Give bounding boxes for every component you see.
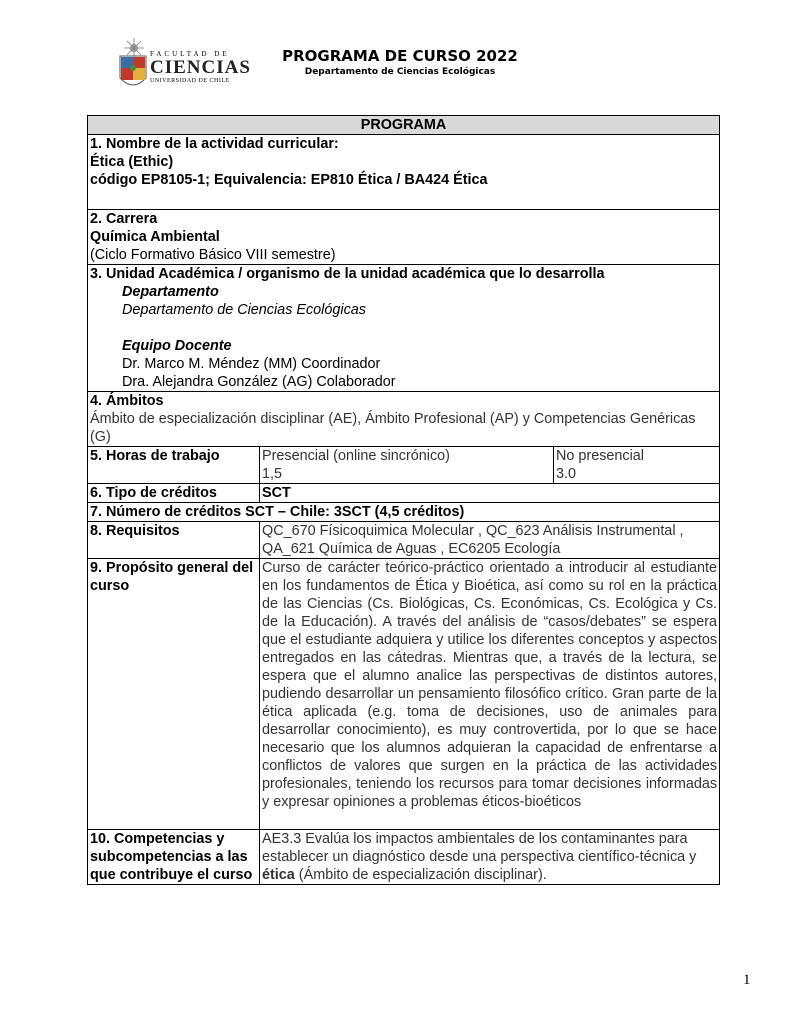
- presencial-label: Presencial (online sincrónico): [262, 448, 450, 464]
- logo-line-faculty: FACULTAD DE: [150, 50, 230, 58]
- competencies-text: [260, 830, 720, 885]
- section-10-row: [88, 830, 720, 885]
- section-1-row: [88, 135, 720, 210]
- section-2-label: 2. Carrera: [90, 211, 158, 227]
- section-4-row: [88, 392, 720, 447]
- section-6-label: 6. Tipo de créditos: [88, 484, 260, 503]
- table-heading-row: [88, 116, 720, 135]
- competencies-text-b: (Ámbito de especialización disciplinar).: [294, 867, 547, 883]
- table-heading: PROGRAMA: [88, 116, 720, 135]
- no-presencial-value: 3.0: [556, 466, 577, 482]
- logo-line-university: UNIVERSIDAD DE CHILE: [150, 78, 230, 84]
- course-name: Ética (Ethic): [90, 154, 174, 170]
- presencial-value: 1,5: [262, 466, 283, 482]
- section-10-label: 10. Competencias y subcompetencias a las que contribuye el curso: [88, 830, 260, 885]
- teaching-team-label: Equipo Docente: [122, 338, 232, 354]
- section-4-label: 4. Ámbitos: [90, 393, 164, 409]
- requirements-value: QC_670 Físicoquimica Molecular , QC_623 Análisis Instrumental , QA_621 Química de Aguas , EC6205 Ecología: [260, 522, 720, 559]
- section-1-label: 1. Nombre de la actividad curricular:: [90, 136, 339, 152]
- competencies-text-ethics: ética: [262, 867, 295, 883]
- scopes-text: Ámbito de especialización disciplinar (AE), Ámbito Profesional (AP) y Competencias Genéricas (G): [90, 411, 696, 445]
- page-number: 1: [743, 972, 751, 988]
- department-name: Departamento de Ciencias Ecológicas: [122, 302, 366, 318]
- sun-emblem-icon: [124, 38, 144, 58]
- logo-line-ciencias: CIENCIAS: [150, 57, 251, 78]
- course-code: código EP8105-1; Equivalencia: EP810 Ética / BA424 Ética: [90, 172, 488, 188]
- section-9-label: 9. Propósito general del curso: [88, 559, 260, 830]
- career-cycle: (Ciclo Formativo Básico VIII semestre): [90, 247, 336, 263]
- shield-icon: [120, 56, 146, 85]
- section-7-row: [88, 503, 720, 522]
- credit-type-value: SCT: [260, 484, 720, 503]
- course-purpose-text: Curso de carácter teórico-práctico orientado a introducir al estudiante en los fundamentos de Ética y Bioética, así como su rol en la práctica de las Ciencias (Cs. Biológicas, Cs. Económicas, Cs. Ecológica y Cs. de la Educación). A través del análisis de “casos/debates” se espera que el estudiante adquiera y utilice los diferentes conceptos y aspectos entregados en las cátedras. Mientras que, a través de la lectura, se espera que el alumno analice las perspectivas de distintos autores, pudiendo desarrollar un pensamiento filosófico crítico. Gran parte de la ética aplicada (e.g. toma de decisiones, uso de animales para desarrollar conocimiento), es muy controvertida, por lo que se hace necesario que los alumnos adquieran la capacidad de enfrentarse a conflictos de valores que surgen en la práctica de las actividades profesionales, teniendo los recursos para tomar decisiones informadas y expresar opiniones a problemas éticos-bioéticos: [260, 559, 720, 830]
- section-3-label: 3. Unidad Académica / organismo de la unidad académica que lo desarrolla: [90, 266, 605, 282]
- competencies-text-a: AE3.3 Evalúa los impactos ambientales de los contaminantes para establecer un diagnóstico desde una perspectiva científico-técnica y: [262, 831, 697, 865]
- section-2-row: [88, 210, 720, 265]
- career-name: Química Ambiental: [90, 229, 220, 245]
- section-5-row: [88, 447, 720, 484]
- page-title: PROGRAMA DE CURSO 2022: [282, 47, 518, 65]
- teaching-member-2: Dra. Alejandra González (AG) Colaborador: [122, 374, 396, 390]
- program-table: [87, 115, 720, 885]
- no-presencial-label: No presencial: [556, 448, 644, 464]
- section-3-row: [88, 265, 720, 392]
- section-5-label: 5. Horas de trabajo: [88, 447, 260, 484]
- page-subtitle: Departamento de Ciencias Ecológicas: [304, 67, 496, 77]
- credits-number: 7. Número de créditos SCT – Chile: 3SCT (4,5 créditos): [88, 503, 720, 522]
- section-8-label: 8. Requisitos: [88, 522, 260, 559]
- section-9-row: [88, 559, 720, 830]
- teaching-member-1: Dr. Marco M. Méndez (MM) Coordinador: [122, 356, 381, 372]
- section-6-row: [88, 484, 720, 503]
- section-8-row: [88, 522, 720, 559]
- department-label: Departamento: [122, 284, 219, 300]
